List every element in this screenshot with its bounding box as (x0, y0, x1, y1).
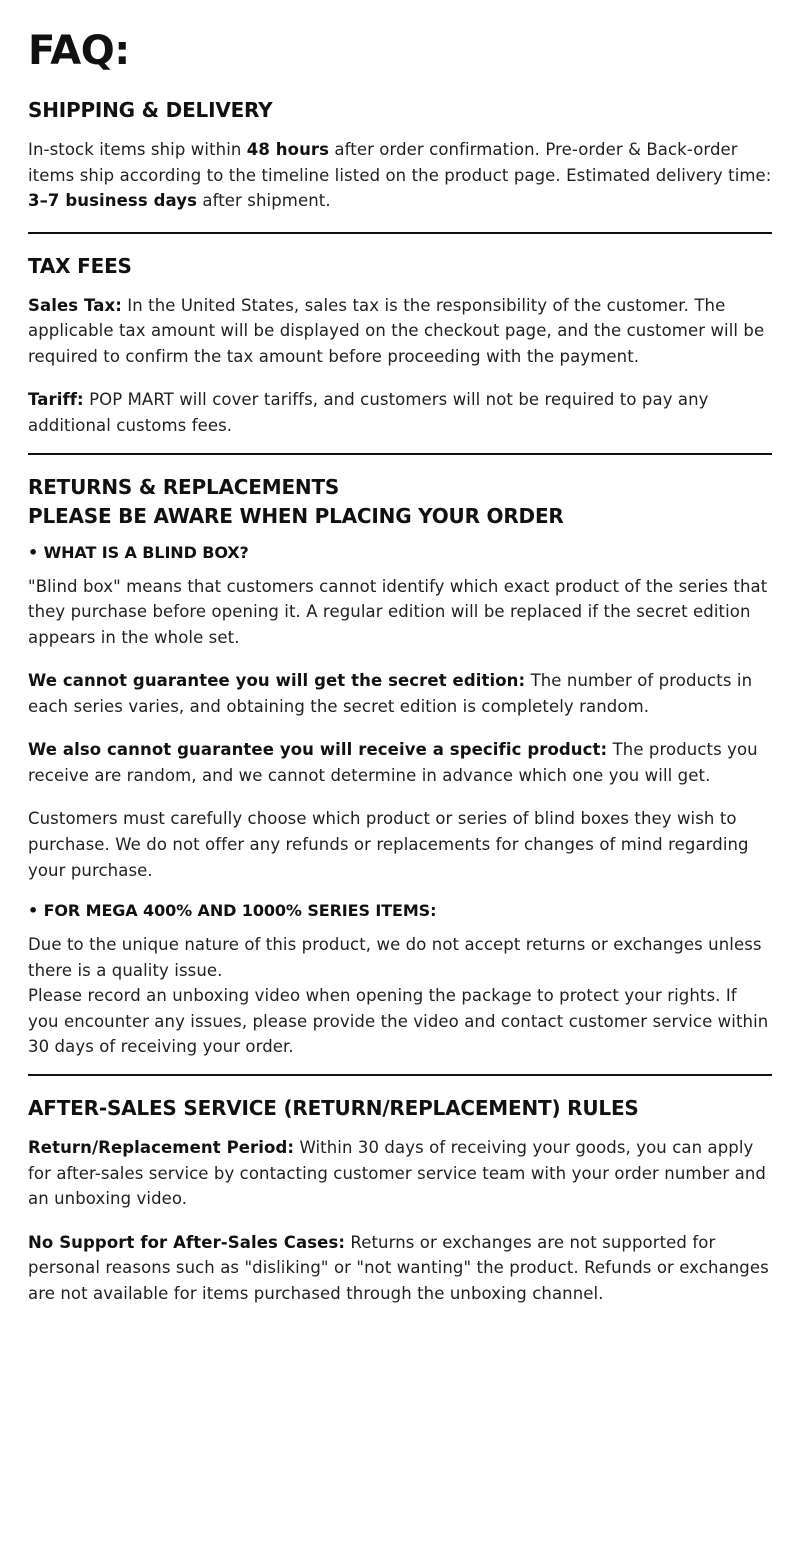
section-heading-shipping-delivery: SHIPPING & DELIVERY (28, 98, 273, 122)
paragraph-choose-carefully: Customers must carefully choose which product or series of blind boxes they wish to purchase. We do not offer any refunds or replacements for changes of mind regarding your purchase. (28, 809, 749, 880)
divider (28, 1074, 772, 1076)
paragraph-tariff: Tariff: POP MART will cover tariffs, and customers will not be required to pay any additional customs fees. (28, 390, 709, 435)
page-title: FAQ: (28, 28, 130, 74)
paragraph-no-guarantee-secret: We cannot guarantee you will get the secret edition: The number of products in each series varies, and obtaining the secret edition is completely random. (28, 671, 753, 716)
divider (28, 232, 772, 234)
paragraph-sales-tax: Sales Tax: In the United States, sales tax is the responsibility of the customer. The applicable tax amount will be displayed on the checkout page, and the customer will be required to confirm the tax amount before proceeding with the payment. (28, 295, 765, 366)
section-tax-fees (28, 254, 772, 439)
paragraph-no-support: No Support for After-Sales Cases: Returns or exchanges are not supported for personal reasons such as "disliking" or "not wanting" the product. Refunds or exchanges are not available for items purchased through the unboxing channel. (28, 1232, 769, 1303)
section-heading-placing-order: PLEASE BE AWARE WHEN PLACING YOUR ORDER (28, 503, 564, 528)
paragraph-return-period: Return/Replacement Period: Within 30 days of receiving your goods, you can apply for after-sales service by contacting customer service team with your order number and an unboxing video. (28, 1137, 766, 1209)
section-returns-replacements (28, 475, 772, 1060)
section-heading-returns-replacements: RETURNS & REPLACEMENTS (28, 474, 340, 499)
section-heading-after-sales-service: AFTER-SALES SERVICE (RETURN/REPLACEMENT) RULES (28, 1095, 639, 1120)
section-shipping-delivery (28, 98, 772, 214)
paragraph-mega-series-policy: Due to the unique nature of this product, we do not accept returns or exchanges unless there is a quality issue. Please record an unboxing video when opening the package to protect your rights. If you encounter any issues, please provide the video and contact customer service within 30 days of receiving your order. (28, 935, 769, 1057)
paragraph-no-guarantee-specific: We also cannot guarantee you will receive a specific product: The products you receive are random, and we cannot determine in advance which one you will get. (28, 740, 758, 785)
sub-heading-mega-series: • FOR MEGA 400% AND 1000% SERIES ITEMS: (28, 901, 437, 921)
section-after-sales-service (28, 1096, 772, 1306)
section-heading-tax-fees: TAX FEES (28, 253, 132, 278)
sub-heading-what-is-a-blind-box: • WHAT IS A BLIND BOX? (28, 542, 249, 562)
divider (28, 453, 772, 455)
paragraph-shipping: In-stock items ship within 48 hours after order confirmation. Pre-order & Back-order items ship according to the timeline listed on the product page. Estimated delivery time: 3–7 business days after shipment. (28, 140, 772, 211)
paragraph-blind-box-definition: "Blind box" means that customers cannot identify which exact product of the series that they purchase before opening it. A regular edition will be replaced if the secret edition appears in the whole set. (28, 576, 768, 647)
